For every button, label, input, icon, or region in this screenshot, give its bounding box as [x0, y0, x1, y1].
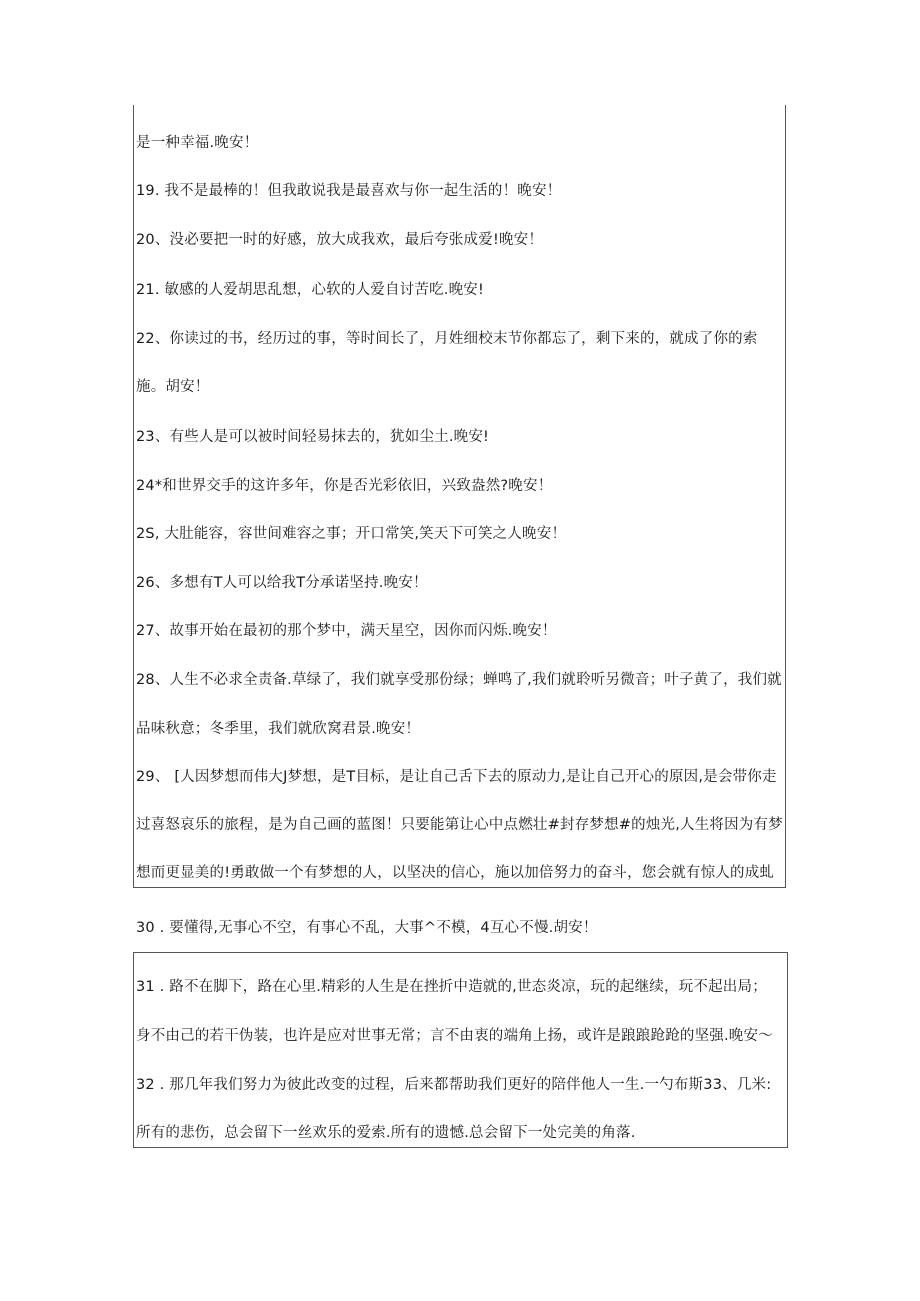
text-line: 是一种幸福.晚安！: [136, 135, 259, 151]
text-line: 24*和世界交手的这许多年，你是否光彩依旧，兴致盎然?晚安！: [136, 478, 553, 494]
text-line: 28、人生不必求全责备.草绿了，我们就享受那份绿；蝉鸣了,我们就聆听另微音；叶子黄了，我们就: [136, 672, 782, 688]
text-line: 29、 [人因梦想而伟大J梦想，是T目标，是让自己舌下去的原动力,是让自己开心的原因,是会带你走: [136, 769, 777, 785]
text-line: 23、有些人是可以被时间轻易抹去的，犹如尘土.晚安!: [136, 429, 490, 445]
text-line: 32 . 那几年我们努力为彼此改变的过程，后来都帮助我们更好的陪伴他人一生.一勺布斯33、几米:: [136, 1077, 772, 1093]
text-line: 31 . 路不在脚下，路在心里.精彩的人生是在挫折中造就的,世态炎凉，玩的起继续，玩不起出局；: [136, 979, 767, 995]
text-line: 22、你读过的书，经历过的事，等时间长了，月姓细校末节你都忘了，剩下来的，就成了你的索: [136, 331, 758, 347]
text-line: 19. 我不是最棒的！但我敢说我是最喜欢与你一起生活的！晚安！: [136, 183, 562, 199]
text-line: 身不由己的若干伪装，也许是应对世事无常；言不由衷的端角上扬，或许是踉踉跄跄的坚强.晚安〜: [136, 1028, 773, 1044]
text-line: 27、故事开始在最初的那个梦中，满天星空，因你而闪烁.晚安！: [136, 623, 557, 639]
text-line: 30 . 要懂得,无事心不空，有事心不乱，大事^不模，4互心不慢.胡安！: [136, 920, 598, 936]
text-line: 2S, 大肚能容，容世间难容之事；开口常笑,笑天下可笑之人晚安！: [136, 526, 567, 542]
text-line: 20、没必要把一时的好感，放大成我欢，最后夸张成爱!晚安！: [136, 232, 544, 248]
text-line: 施。胡安！: [136, 379, 210, 395]
text-line: 品味秋意；冬季里，我们就欣窝君景.晚安！: [136, 721, 421, 737]
text-line: 21. 敏感的人爱胡思乱想，心软的人爱自讨苦吃.晚安!: [136, 282, 484, 298]
text-line: 所有的悲伤，总会留下一丝欢乐的爱索.所有的遗憾.总会留下一处完美的角落.: [136, 1125, 636, 1141]
text-line: 26、多想有T人可以给我T分承诺坚持.晚安！: [136, 575, 428, 591]
text-line: 过喜怒哀乐的旅程，是为自己画的蓝图！只要能第让心中点燃壮#封存梦想#的烛光,人生将因为有梦: [136, 817, 783, 833]
text-line: 想而更显美的!勇敢做一个有梦想的人，以坚决的信心，施以加倍努力的奋斗，您会就有惊人的成虬: [136, 865, 775, 881]
